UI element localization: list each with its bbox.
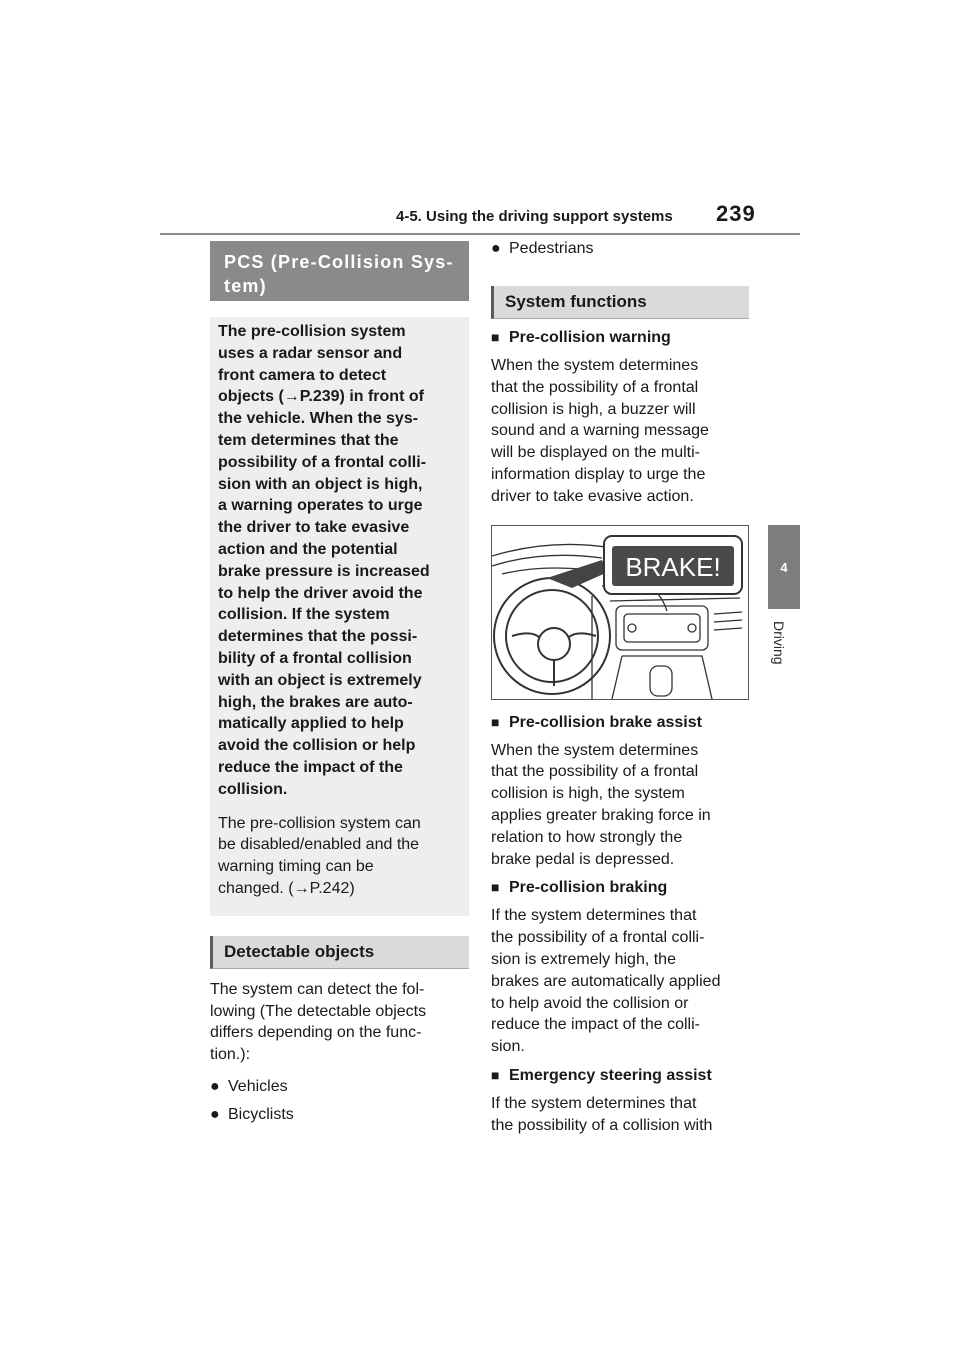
text-line: avoid the collision or help: [218, 737, 416, 755]
text-line: brake pedal is depressed.: [491, 850, 675, 868]
braking-heading: [491, 876, 749, 899]
text-line: The pre-collision system can: [218, 814, 421, 832]
text-line: the driver to take evasive: [218, 519, 410, 537]
chapter-number: 4: [780, 559, 788, 575]
text-line: relation to how strongly the: [491, 828, 683, 846]
braking-title: Pre-collision braking: [509, 879, 668, 897]
text-line: matically applied to help: [218, 715, 404, 733]
text-line: tion.):: [210, 1046, 251, 1064]
brake-assist-desc: [491, 740, 749, 871]
text-line: to help the driver avoid the: [218, 584, 423, 602]
text-line: applies greater braking force in: [491, 806, 711, 824]
warning-heading: [491, 326, 749, 349]
square-bullet-icon: ■: [491, 329, 500, 345]
text-line: bility of a frontal collision: [218, 649, 412, 667]
text-line: sound and a warning message: [491, 422, 709, 440]
warning-desc: [491, 355, 749, 508]
text-line: sion.: [491, 1038, 525, 1056]
bullet-icon: ●: [210, 1077, 220, 1095]
text-line: collision is high, the system: [491, 785, 685, 803]
left-column: [210, 241, 469, 1126]
text-line: When the system determines: [491, 357, 699, 374]
pcs-intro-bold: [218, 321, 469, 801]
square-bullet-icon: ■: [491, 713, 500, 730]
list-item-label: Bicyclists: [228, 1105, 294, 1123]
text-line: high, the brakes are auto-: [218, 693, 413, 711]
text-line: to help avoid the collision or: [491, 994, 689, 1012]
text-line: The pre-collision system: [218, 323, 406, 340]
list-item: [491, 238, 749, 260]
text-line: action and the potential: [218, 540, 398, 558]
text-line: lowing (The detectable objects: [210, 1002, 427, 1020]
section-title: 4-5. Using the driving support systems: [396, 208, 673, 225]
text-line: be disabled/enabled and the: [218, 836, 420, 854]
system-functions-heading: System functions: [491, 286, 749, 319]
text-line: differs depending on the func-: [210, 1024, 422, 1042]
text-line: tem determines that the: [218, 431, 399, 449]
pcs-intro-box: [210, 317, 469, 916]
text-line: with an object is extremely: [218, 671, 422, 689]
pcs-intro-note: [218, 813, 469, 900]
bullet-icon: ●: [491, 240, 501, 257]
pcs-title: [210, 241, 469, 301]
text-line: If the system determines that: [491, 907, 697, 925]
warning-title: Pre-collision warning: [509, 329, 671, 346]
text-line: collision is high, a buzzer will: [491, 400, 696, 418]
list-item-label: Pedestrians: [509, 240, 594, 257]
text-line: collision.: [218, 780, 288, 798]
text-line: changed. (→P.242): [218, 879, 355, 897]
text-line: sion with an object is high,: [218, 475, 423, 493]
text-line: reduce the impact of the colli-: [491, 1016, 700, 1034]
right-column: [491, 238, 749, 1137]
pcs-title-line: tem): [224, 276, 267, 296]
steering-heading: [491, 1064, 749, 1087]
text-line: determines that the possi-: [218, 628, 418, 646]
text-line: that the possibility of a frontal: [491, 763, 699, 781]
pcs-title-line: PCS (Pre-Collision Sys-: [224, 252, 454, 272]
text-line: reduce the impact of the: [218, 758, 403, 776]
text-line: If the system determines that: [491, 1094, 697, 1112]
brake-message: BRAKE!: [625, 551, 721, 582]
detectable-desc: [210, 979, 469, 1066]
text-line: driver to take evasive action.: [491, 487, 694, 505]
text-line: brakes are automatically applied: [491, 972, 721, 990]
brake-warning-illustration: [491, 525, 749, 700]
text-line: the vehicle. When the sys-: [218, 410, 419, 428]
braking-desc: [491, 905, 749, 1058]
square-bullet-icon: ■: [491, 879, 500, 896]
text-line: a warning operates to urge: [218, 497, 423, 515]
list-item: [210, 1104, 469, 1126]
text-line: the possibility of a collision with: [491, 1116, 713, 1134]
brake-assist-heading: [491, 711, 749, 734]
text-line: warning timing can be: [218, 858, 374, 876]
chapter-tab: [768, 525, 800, 609]
square-bullet-icon: ■: [491, 1066, 500, 1083]
list-item-label: Vehicles: [228, 1077, 288, 1095]
page-number: 239: [716, 201, 756, 226]
bullet-icon: ●: [210, 1105, 220, 1123]
text-line: possibility of a frontal colli-: [218, 453, 427, 471]
display-pointer: [547, 560, 608, 588]
header-rule: [160, 233, 800, 235]
text-line: brake pressure is increased: [218, 562, 430, 580]
brake-assist-title: Pre-collision brake assist: [509, 713, 702, 731]
text-line: uses a radar sensor and: [218, 344, 403, 362]
text-line: front camera to detect: [218, 366, 387, 384]
text-line: sion is extremely high, the: [491, 950, 676, 968]
text-line: collision. If the system: [218, 606, 390, 624]
dashboard-drawing: [492, 526, 748, 699]
detectable-objects-heading: Detectable objects: [210, 936, 469, 969]
text-line: will be displayed on the multi-: [491, 444, 700, 462]
text-line: that the possibility of a frontal: [491, 378, 699, 396]
list-item: [210, 1076, 469, 1098]
text-line: When the system determines: [491, 741, 699, 759]
text-line: information display to urge the: [491, 465, 706, 483]
text-line: The system can detect the fol-: [210, 980, 425, 998]
steering-desc: [491, 1093, 749, 1137]
chapter-label: Driving: [771, 621, 787, 665]
text-line: objects (→P.239) in front of: [218, 388, 424, 406]
text-line: the possibility of a frontal colli-: [491, 929, 705, 947]
steering-title: Emergency steering assist: [509, 1066, 712, 1084]
